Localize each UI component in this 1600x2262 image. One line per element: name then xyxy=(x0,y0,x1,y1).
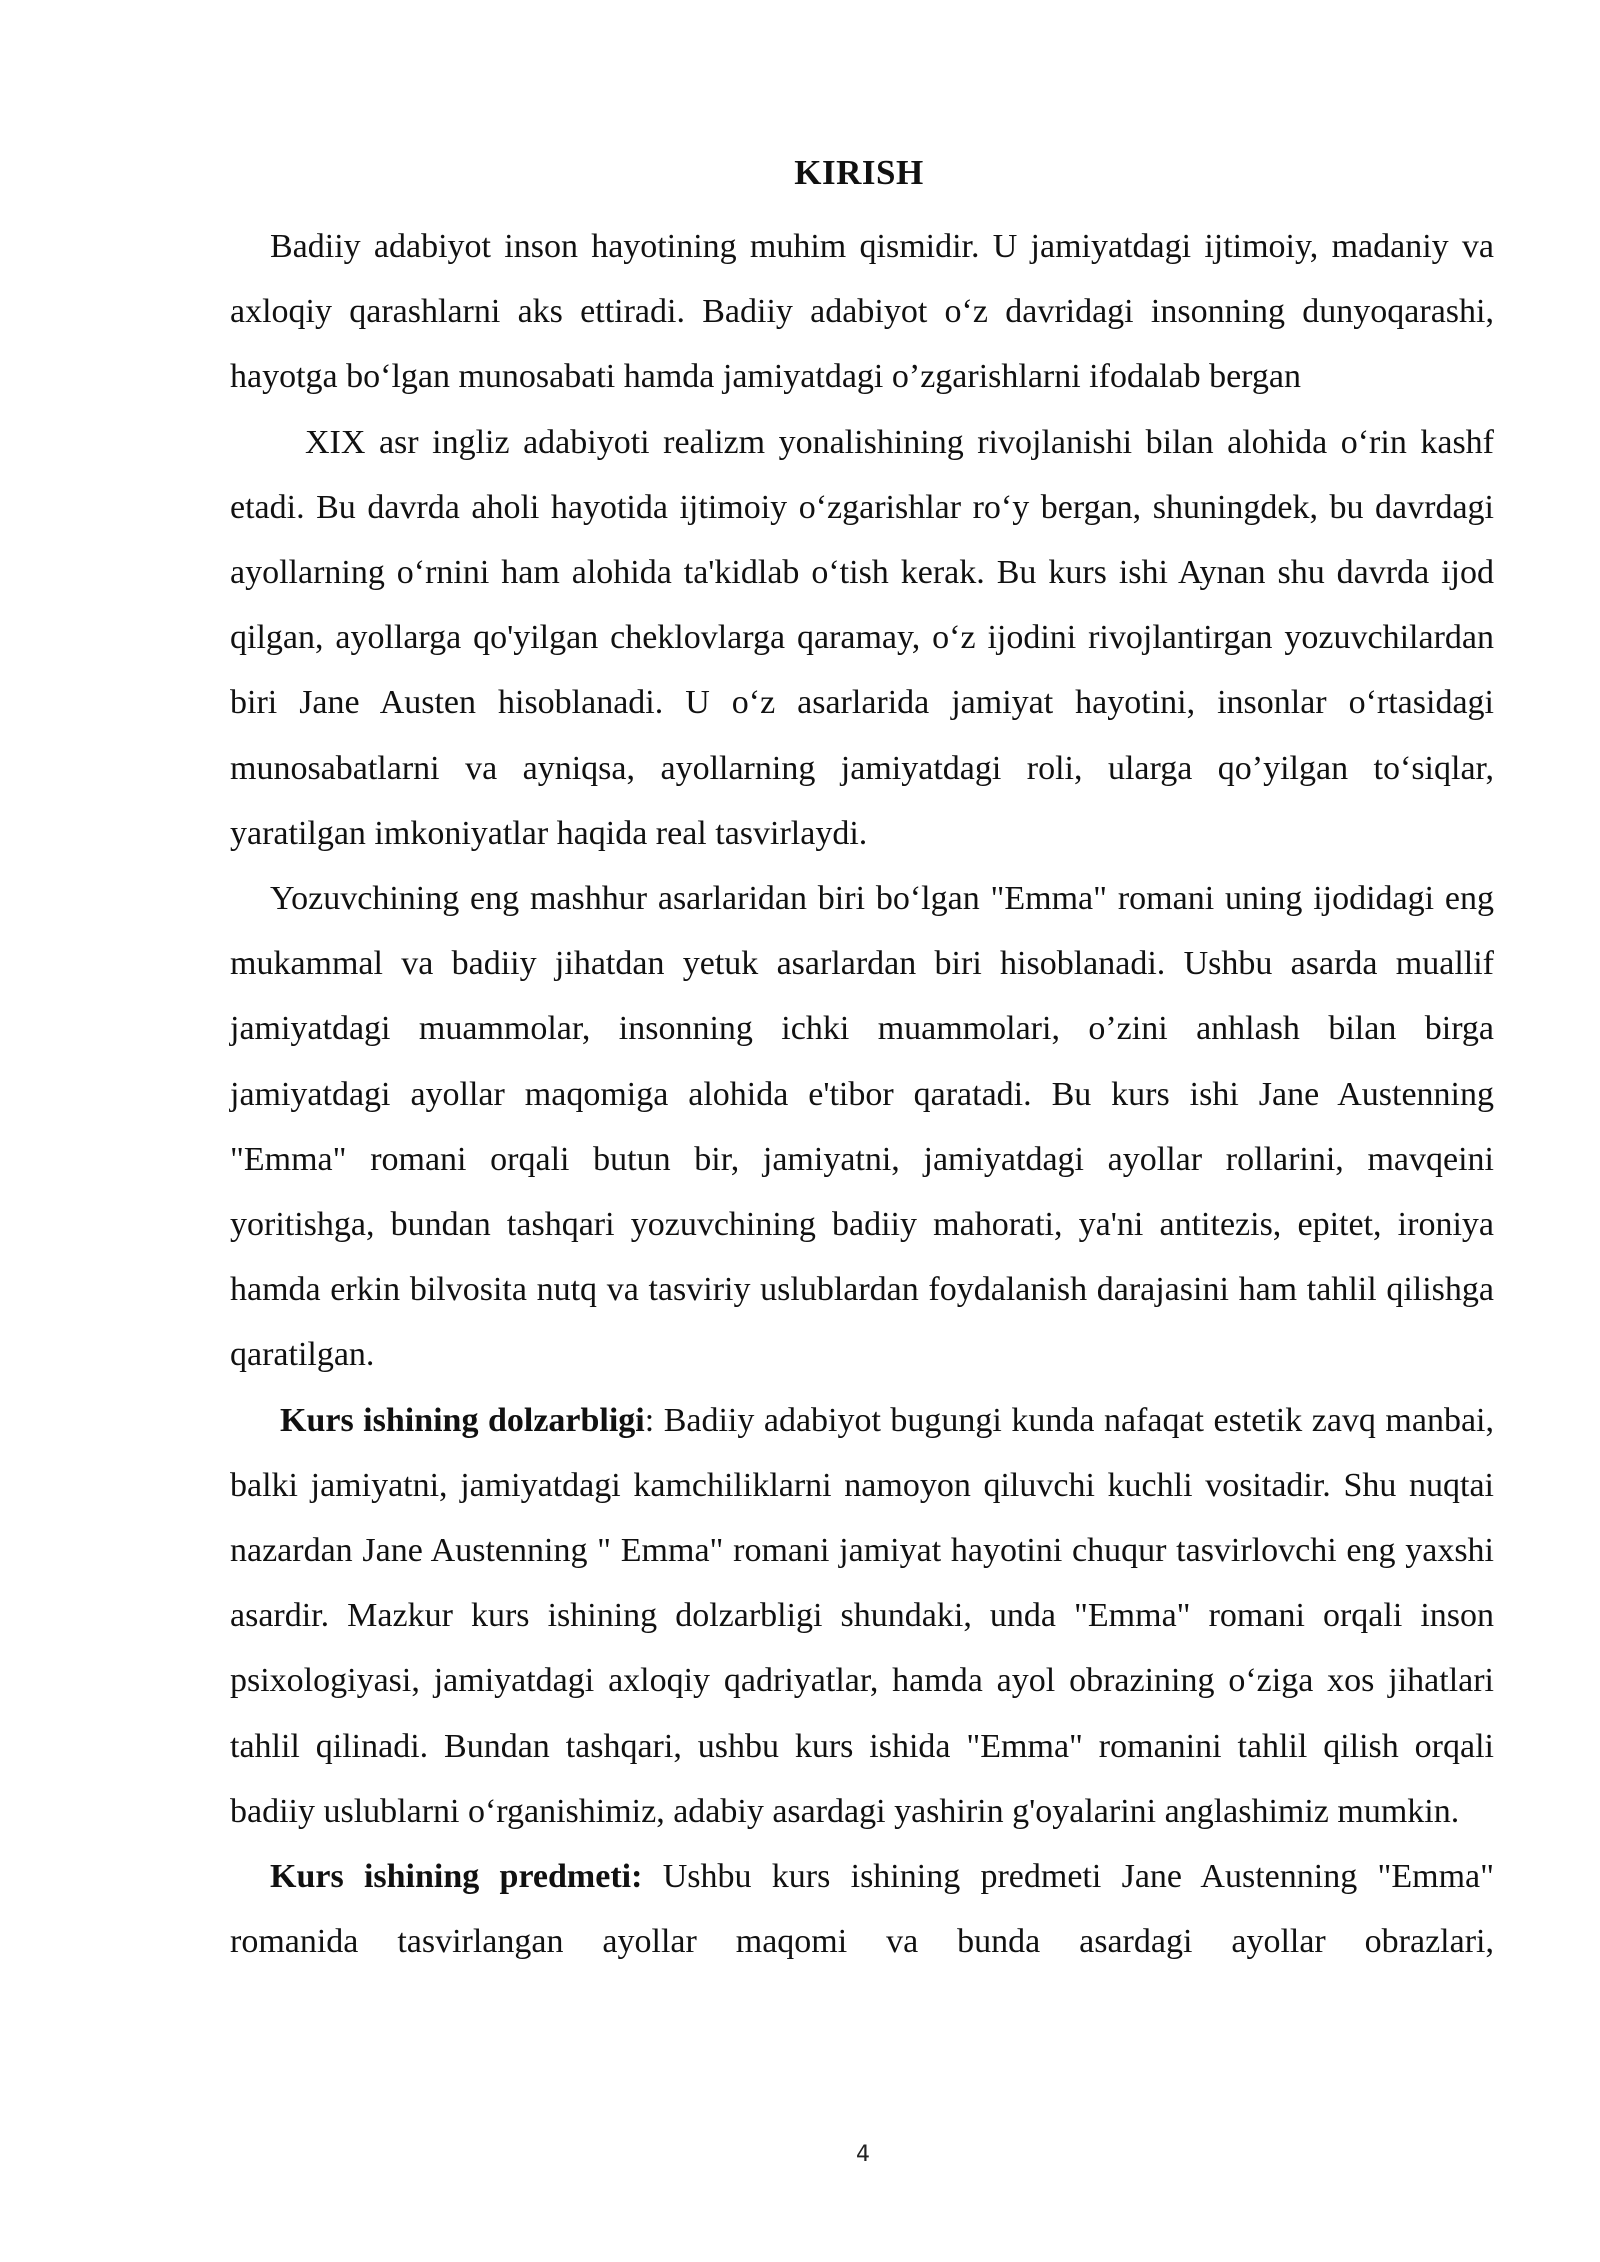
paragraph-emma: Yozuvchining eng mashhur asarlaridan biri bo‘lgan "Emma" romani uning ijodidagi eng mukammal va badiiy jihatdan yetuk asarlardan biri hisoblanadi. Ushbu asarda muallif jamiyatdagi muammolar, insonning ichki muammolari, o’zini anhlash bilan birga jamiyatdagi ayollar maqomiga alohida e'tibor qaratadi. Bu kurs ishi Jane Austenning "Emma" romani orqali butun bir, jamiyatni, jamiyatdagi ayollar rollarini, mavqeini yoritishga, bundan tashqari yozuvchining badiiy mahorati, ya'ni antitezis, epitet, ironiya hamda erkin bilvosita nutq va tasviriy uslublardan foydalanish darajasini ham tahlil qilishga qaratilgan. xyxy=(230,880,1494,1374)
subject-text: Ushbu kurs ishining predmeti Jane Austenning "Emma" romanida tasvirlangan ayollar maqomi va bunda asardagi ayollar obrazlari, xyxy=(230,1858,1494,1961)
paragraph-subject xyxy=(230,1844,1494,1974)
relevance-text: : Badiiy adabiyot bugungi kunda nafaqat estetik zavq manbai, balki jamiyatni, jamiyatdagi kamchiliklarni namoyon qiluvchi kuchli vositadir. Shu nuqtai nazardan Jane Austenning " Emma" romani jamiyat hayotini chuqur tasvirlovchi eng yaxshi asardir. Mazkur kurs ishining dolzarbligi shundaki, unda "Emma" romani orqali inson psixologiyasi, jamiyatdagi axloqiy qadriyatlar, hamda ayol obrazining o‘ziga xos jihatlari tahlil qilinadi. Bundan tashqari, ushbu kurs ishida "Emma" romanini tahlil qilish orqali badiiy uslublarni o‘rganishimiz, adabiy asardagi yashirin g'oyalarini anglashimiz mumkin. xyxy=(230,1401,1494,1830)
subject-heading: Kurs ishining predmeti: xyxy=(270,1858,643,1896)
paragraph-relevance xyxy=(230,1388,1494,1844)
document-body xyxy=(230,214,1494,1974)
relevance-heading: Kurs ishining dolzarbligi xyxy=(280,1401,645,1439)
page-number: 4 xyxy=(856,2142,870,2167)
page-title: KIRISH xyxy=(794,153,924,192)
paragraph-intro: Badiiy adabiyot inson hayotining muhim qismidir. U jamiyatdagi ijtimoiy, madaniy va axloqiy qarashlarni aks ettiradi. Badiiy adabiyot o‘z davridagi insonning dunyoqarashi, hayotga bo‘lgan munosabati hamda jamiyatdagi o’zgarishlarni ifodalab bergan xyxy=(230,228,1494,396)
paragraph-realism: XIX asr ingliz adabiyoti realizm yonalishining rivojlanishi bilan alohida o‘rin kashf etadi. Bu davrda aholi hayotida ijtimoiy o‘zgarishlar ro‘y bergan, shuningdek, bu davrdagi ayollarning o‘rnini ham alohida ta'kidlab o‘tish kerak. Bu kurs ishi Aynan shu davrda ijod qilgan, ayollarga qo'yilgan cheklovlarga qaramay, o‘z ijodini rivojlantirgan yozuvchilardan biri Jane Austen hisoblanadi. U o‘z asarlarida jamiyat hayotini, insonlar o‘rtasidagi munosabatlarni va ayniqsa, ayollarning jamiyatdagi roli, ularga qo’yilgan to‘siqlar, yaratilgan imkoniyatlar haqida real tasvirlaydi. xyxy=(230,423,1494,852)
